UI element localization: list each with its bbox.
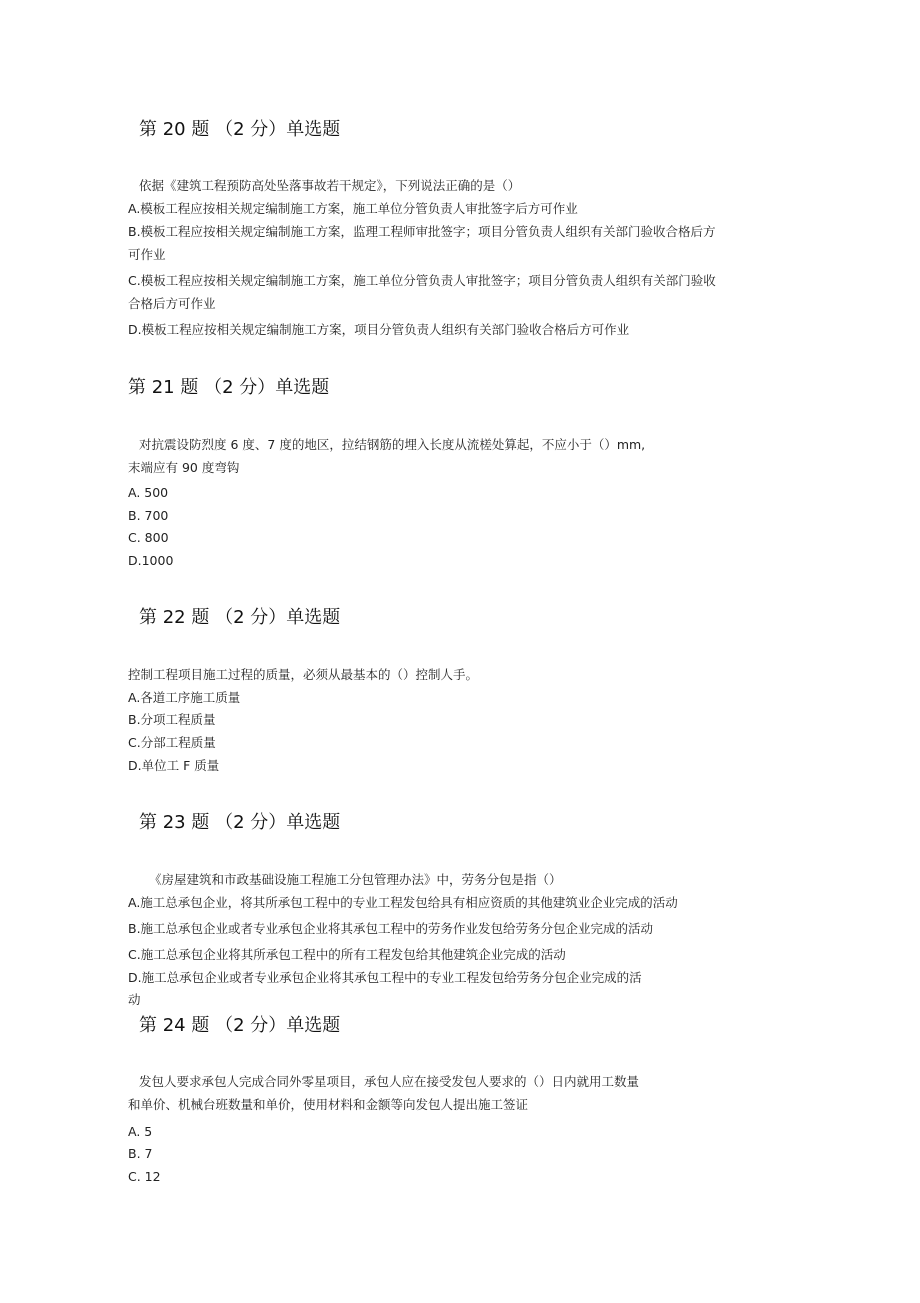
question-23-stem: 《房屋建筑和市政基础设施工程施工分包管理办法》中，劳务分包是指（） [149,872,562,887]
question-20-option-c-cont: 合格后方可作业 [128,296,216,311]
question-20-option-d: D.模板工程应按相关规定编制施工方案，项目分管负责人组织有关部门验收合格后方可作业 [128,322,630,337]
question-20-option-b-cont: 可作业 [128,247,166,262]
question-20-stem: 依据《建筑工程预防高处坠落事故若干规定》，下列说法正确的是（） [139,178,521,193]
question-24-title: 第 24 题 （2 分）单选题 [139,1015,341,1036]
question-22-option-b: B.分项工程质量 [128,712,216,727]
question-24-stem-cont: 和单价、机械台班数量和单价，使用材料和金额等向发包人提出施工签证 [128,1097,529,1112]
question-23-option-b: B.施工总承包企业或者专业承包企业将其承包工程中的劳务作业发包给劳务分包企业完成的活动 [128,921,654,936]
question-22-option-c: C.分部工程质量 [128,735,216,750]
question-20-option-a: A.模板工程应按相关规定编制施工方案，施工单位分管负责人审批签字后方可作业 [128,201,578,216]
question-21-option-c: C. 800 [128,530,169,545]
question-21-option-a: A. 500 [128,485,169,500]
question-22-option-d: D.单位工 F 质量 [128,758,220,773]
question-24-stem: 发包人要求承包人完成合同外零星项目，承包人应在接受发包人要求的（）日内就用工数量 [139,1074,640,1089]
question-24-option-b: B. 7 [128,1146,153,1161]
question-21-option-b: B. 700 [128,508,169,523]
question-23-option-d: D.施工总承包企业或者专业承包企业将其承包工程中的专业工程发包给劳务分包企业完成的活 [128,970,642,985]
question-21-option-d: D.1000 [128,553,174,568]
question-20-option-c: C.模板工程应按相关规定编制施工方案，施工单位分管负责人审批签字；项目分管负责人组织有关部门验收 [128,273,716,288]
question-23-option-d-cont: 动 [128,992,141,1007]
question-20-option-b: B.模板工程应按相关规定编制施工方案，监理工程师审批签字；项目分管负责人组织有关部门验收合格后方 [128,224,716,239]
question-20-title: 第 20 题 （2 分）单选题 [139,119,341,140]
question-21-title: 第 21 题 （2 分）单选题 [128,377,330,398]
question-24-option-c: C. 12 [128,1169,161,1184]
question-21-stem: 对抗震设防烈度 6 度、7 度的地区，拉结钢筋的埋入长度从流槎处算起，不应小于（）mm, [139,437,646,452]
question-21-stem-cont: 末端应有 90 度弯钩 [128,460,240,475]
question-22-stem: 控制工程项目施工过程的质量，必须从最基本的（）控制人手。 [128,667,479,682]
question-23-option-c: C.施工总承包企业将其所承包工程中的所有工程发包给其他建筑企业完成的活动 [128,947,566,962]
question-23-title: 第 23 题 （2 分）单选题 [139,812,341,833]
question-23-option-a: A.施工总承包企业，将其所承包工程中的专业工程发包给具有相应资质的其他建筑业企业完成的活动 [128,895,678,910]
question-22-title: 第 22 题 （2 分）单选题 [139,607,341,628]
question-22-option-a: A.各道工序施工质量 [128,690,241,705]
question-24-option-a: A. 5 [128,1124,153,1139]
